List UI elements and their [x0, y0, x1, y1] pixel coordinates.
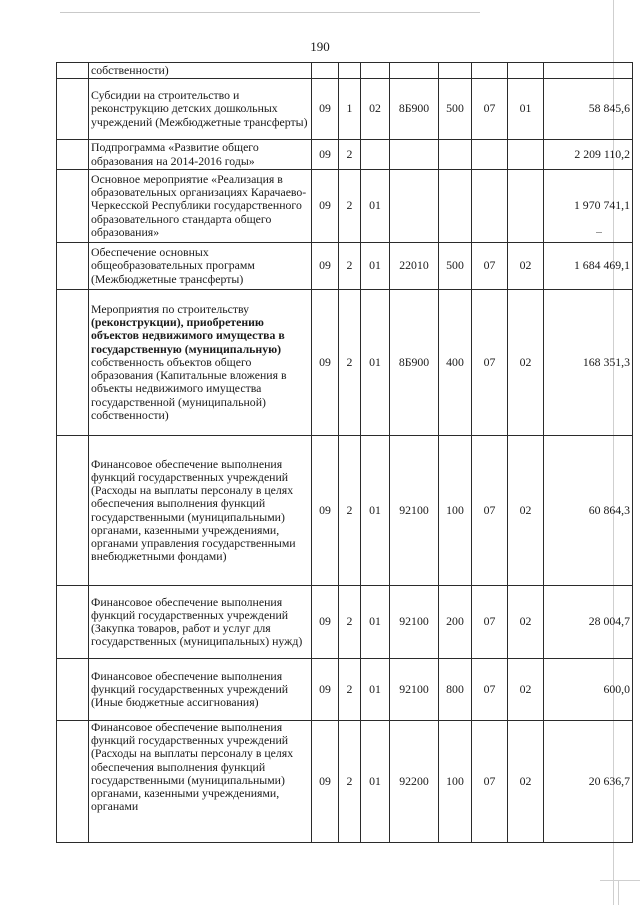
amount: 20 636,7: [544, 721, 633, 843]
code-event: 01: [361, 659, 390, 721]
code-program: 2: [339, 659, 361, 721]
amount: 28 004,7: [544, 586, 633, 659]
code-target: [390, 170, 439, 243]
code-expense-type: [439, 63, 472, 79]
amount: 600,0: [544, 659, 633, 721]
code-target: 92200: [390, 721, 439, 843]
code-expense-type: 200: [439, 586, 472, 659]
amount: 168 351,3: [544, 290, 633, 436]
scan-right-edge-line-inner: [618, 880, 619, 905]
margin-cell: [57, 721, 89, 843]
item-name: Финансовое обеспечение выполнения функций государственных учреждений (Закупка товаров, работ и услуг для государственных (муниципальных) нужд): [89, 586, 312, 659]
table-row: [57, 170, 633, 243]
code-section: [472, 170, 508, 243]
item-name: [89, 290, 312, 436]
code-section: 07: [472, 290, 508, 436]
code-ministry: 09: [312, 170, 339, 243]
code-expense-type: 800: [439, 659, 472, 721]
margin-cell: [57, 63, 89, 79]
amount: 58 845,6: [544, 79, 633, 140]
item-name-part: собственность объектов общего образования (Капитальные вложения в объекты недвижимого имущества государственной (муниципальной) собственности): [91, 354, 287, 422]
table-row: [57, 436, 633, 586]
code-event: 02: [361, 79, 390, 140]
table-row: [57, 140, 633, 170]
code-program: 2: [339, 290, 361, 436]
code-section: 07: [472, 79, 508, 140]
code-expense-type: 100: [439, 721, 472, 843]
margin-cell: [57, 140, 89, 170]
code-expense-type: 400: [439, 290, 472, 436]
item-name: собственности): [89, 63, 312, 79]
code-ministry: 09: [312, 659, 339, 721]
code-section: 07: [472, 659, 508, 721]
table-row: [57, 243, 633, 290]
code-event: [361, 63, 390, 79]
table-row: [57, 586, 633, 659]
scan-bottom-edge-line: [600, 880, 640, 881]
code-target: 22010: [390, 243, 439, 290]
item-name: Обеспечение основных общеобразовательных программ (Межбюджетные трансферты): [89, 243, 312, 290]
amount: 1 970 741,1: [544, 170, 633, 243]
code-expense-type: 500: [439, 79, 472, 140]
code-target: [390, 140, 439, 170]
margin-cell: [57, 436, 89, 586]
code-subsection: 02: [508, 586, 544, 659]
code-subsection: 02: [508, 290, 544, 436]
item-name-part: Мероприятия по строительству: [91, 302, 250, 317]
code-expense-type: 100: [439, 436, 472, 586]
code-ministry: 09: [312, 721, 339, 843]
code-program: 2: [339, 243, 361, 290]
item-name-bold-part: (реконструкции), приобретению объектов недвижимого имущества в государственную (муниципальную): [91, 315, 285, 356]
amount: [544, 63, 633, 79]
item-name: Основное мероприятие «Реализация в образовательных организациях Карачаево-Черкесской Республики государственного образовательного стандарта общего образования»: [89, 170, 312, 243]
code-event: 01: [361, 586, 390, 659]
code-ministry: 09: [312, 140, 339, 170]
item-name: Финансовое обеспечение выполнения функций государственных учреждений (Расходы на выплаты персоналу в целях обеспечения выполнения функций государственными (муниципальными) органами, казенными учреждениями, органами: [89, 721, 312, 843]
code-section: 07: [472, 436, 508, 586]
code-subsection: 02: [508, 436, 544, 586]
code-event: 01: [361, 170, 390, 243]
margin-cell: [57, 170, 89, 243]
code-ministry: 09: [312, 290, 339, 436]
code-expense-type: [439, 140, 472, 170]
code-target: 8Б900: [390, 290, 439, 436]
margin-cell: [57, 243, 89, 290]
code-target: 8Б900: [390, 79, 439, 140]
code-section: 07: [472, 243, 508, 290]
code-expense-type: 500: [439, 243, 472, 290]
code-subsection: [508, 63, 544, 79]
margin-cell: [57, 79, 89, 140]
item-name: Финансовое обеспечение выполнения функций государственных учреждений (Иные бюджетные ассигнования): [89, 659, 312, 721]
page-number: 190: [310, 39, 330, 54]
code-target: 92100: [390, 436, 439, 586]
code-program: 2: [339, 170, 361, 243]
code-subsection: 01: [508, 79, 544, 140]
table-row: [57, 290, 633, 436]
code-ministry: 09: [312, 436, 339, 586]
code-ministry: [312, 63, 339, 79]
code-target: 92100: [390, 659, 439, 721]
code-ministry: 09: [312, 586, 339, 659]
margin-cell: [57, 659, 89, 721]
code-event: 01: [361, 436, 390, 586]
code-program: 2: [339, 586, 361, 659]
code-subsection: 02: [508, 659, 544, 721]
code-event: 01: [361, 290, 390, 436]
code-ministry: 09: [312, 79, 339, 140]
code-section: [472, 140, 508, 170]
code-subsection: 02: [508, 243, 544, 290]
table-row: [57, 79, 633, 140]
margin-cell: [57, 586, 89, 659]
amount: 2 209 110,2: [544, 140, 633, 170]
code-program: 2: [339, 721, 361, 843]
code-event: 01: [361, 243, 390, 290]
code-ministry: 09: [312, 243, 339, 290]
code-subsection: 02: [508, 721, 544, 843]
code-program: 2: [339, 436, 361, 586]
item-name: Подпрограмма «Развитие общего образования на 2014-2016 годы»: [89, 140, 312, 170]
code-event: [361, 140, 390, 170]
item-name: Субсидии на строительство и реконструкцию детских дошкольных учреждений (Межбюджетные трансферты): [89, 79, 312, 140]
amount: 60 864,3: [544, 436, 633, 586]
code-program: [339, 63, 361, 79]
item-name: Финансовое обеспечение выполнения функций государственных учреждений (Расходы на выплаты персоналу в целях обеспечения выполнения функций государственными (муниципальными) органами, казенными учреждениями, органами управления государственными внебюджетными фондами): [89, 436, 312, 586]
code-subsection: [508, 140, 544, 170]
amount: 1 684 469,1: [544, 243, 633, 290]
code-expense-type: [439, 170, 472, 243]
code-target: 92100: [390, 586, 439, 659]
code-section: 07: [472, 721, 508, 843]
code-target: [390, 63, 439, 79]
code-program: 2: [339, 140, 361, 170]
code-program: 1: [339, 79, 361, 140]
table-row: [57, 63, 633, 79]
code-section: [472, 63, 508, 79]
code-event: 01: [361, 721, 390, 843]
budget-table: [56, 62, 633, 843]
code-subsection: [508, 170, 544, 243]
table-row: [57, 721, 633, 843]
margin-cell: [57, 290, 89, 436]
table-row: [57, 659, 633, 721]
scan-top-rule: [60, 12, 480, 13]
code-section: 07: [472, 586, 508, 659]
